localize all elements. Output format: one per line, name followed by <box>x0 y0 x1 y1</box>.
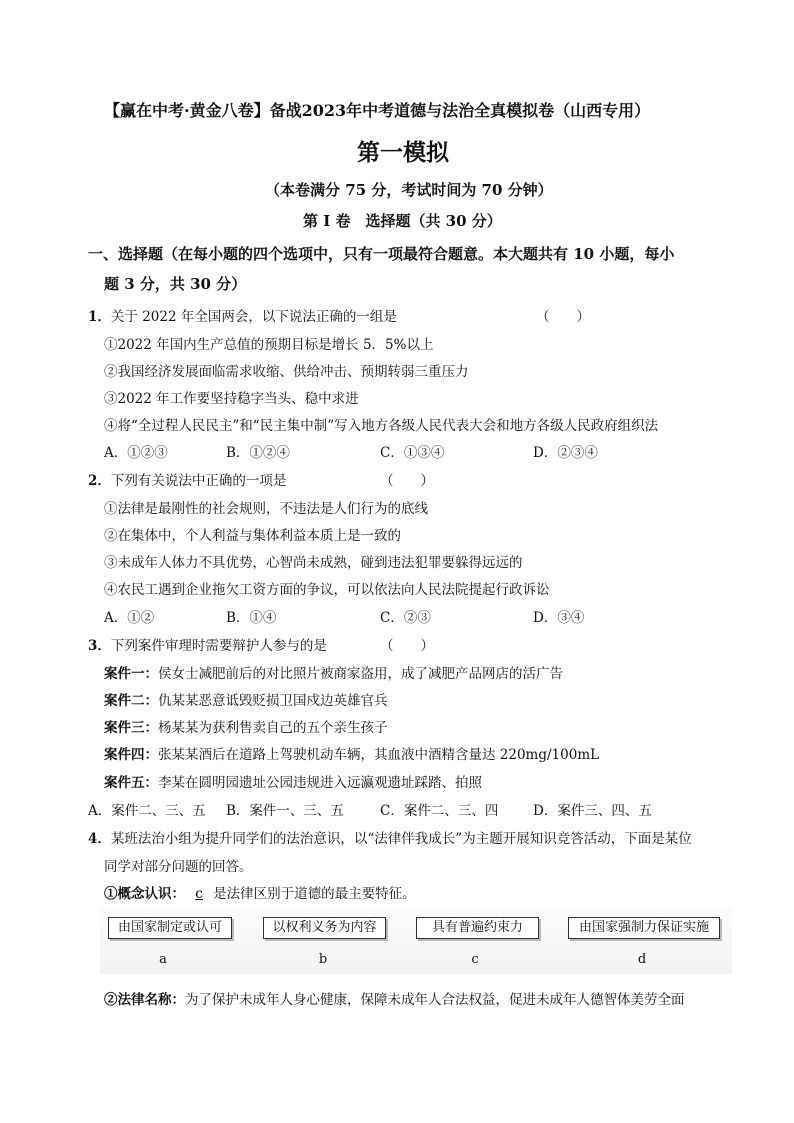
case-item <box>104 689 388 709</box>
statement-item: ③2022 年工作要坚持稳字当头、稳中求进 <box>104 391 359 407</box>
feature-box-a: 由国家制定或认可 <box>108 917 232 939</box>
case-item <box>104 771 482 791</box>
case-label: 案件二： <box>104 693 158 709</box>
box-letter-d: d <box>637 952 647 967</box>
case-label: 案件四： <box>104 747 158 763</box>
question-3 <box>88 634 327 654</box>
option-d: D．案件三、四、五 <box>533 803 652 819</box>
case-text: 仇某某恶意诋毁贬损卫国戍边英雄官兵 <box>158 693 388 709</box>
question-4 <box>88 827 692 847</box>
box-letter-b: b <box>318 952 328 967</box>
option-d: D．②③④ <box>533 445 598 461</box>
statement-item: ②我国经济发展面临需求收缩、供给冲击、预期转弱三重压力 <box>104 364 469 380</box>
option-a: A．①② <box>104 610 155 626</box>
answer-paren: （ ） <box>380 638 434 654</box>
law-line <box>104 988 685 1008</box>
law-label: ②法律名称： <box>104 992 185 1008</box>
feature-box-d: 由国家强制力保证实施 <box>568 917 720 939</box>
question-number: 3． <box>88 638 111 654</box>
part-title: 第 I 卷 选择题（共 30 分） <box>303 212 502 230</box>
statement-item: ②在集体中，个人利益与集体利益本质上是一致的 <box>104 528 401 544</box>
case-text: 侯女士减肥前后的对比照片被商家盗用，成了减肥产品网店的活广告 <box>158 666 563 682</box>
feature-box-c: 具有普遍约束力 <box>416 917 539 939</box>
paper-title: 【赢在中考·黄金八卷】备战2023年中考道德与法治全真模拟卷（山西专用） <box>104 101 651 120</box>
box-letter-c: c <box>471 952 479 967</box>
case-label: 案件五： <box>104 775 158 791</box>
case-text: 张某某酒后在道路上驾驶机动车辆，其血液中酒精含量达 220mg/100mL <box>158 747 600 763</box>
statement-item: ④农民工遇到企业拖欠工资方面的争议，可以依法向人民法院提起行政诉讼 <box>104 582 550 598</box>
case-item <box>104 662 563 682</box>
section-heading-line2: 题 3 分，共 30 分） <box>104 275 247 293</box>
concept-line <box>104 882 416 902</box>
feature-box-b: 以权利义务为内容 <box>263 917 386 939</box>
section-heading-line1: 一、选择题（在每小题的四个选项中，只有一项最符合题意。本大题共有 10 小题，每小 <box>88 245 675 263</box>
statement-item: ④将“全过程人民民主”和“民主集中制”写入地方各级人民代表大会和地方各级人民政府组织法 <box>104 418 659 434</box>
option-c: C．①③④ <box>380 445 445 461</box>
statement-item: ①2022 年国内生产总值的预期目标是增长 5．5%以上 <box>104 337 434 353</box>
question-stem: 下列有关说法中正确的一项是 <box>110 473 287 489</box>
case-text: 李某在圆明园遗址公园违规进入远瀛观遗址踩踏、拍照 <box>158 775 482 791</box>
option-a: A．①②③ <box>104 445 168 461</box>
case-text: 杨某某为获利售卖自己的五个亲生孩子 <box>158 720 388 736</box>
question-number: 2． <box>88 473 111 489</box>
concept-label: ①概念认识： <box>104 886 185 902</box>
option-b: B．①②④ <box>226 445 290 461</box>
main-title: 第一模拟 <box>357 139 449 166</box>
answer-paren: （ ） <box>536 309 590 325</box>
case-item <box>104 743 599 763</box>
case-label: 案件三： <box>104 720 158 736</box>
exam-note: （本卷满分 75 分，考试时间为 70 分钟） <box>265 181 553 199</box>
question-stem: 关于 2022 年全国两会，以下说法正确的一组是 <box>110 309 397 325</box>
box-letter-a: a <box>159 952 167 967</box>
question-stem: 某班法治小组为提升同学们的法治意识，以“法律伴我成长”为主题开展知识竞答活动，下面是某位 <box>110 831 692 847</box>
law-text: 为了保护未成年人身心健康，保障未成年人合法权益，促进未成年人德智体美劳全面 <box>185 992 685 1008</box>
answer-blank: c <box>195 886 203 902</box>
option-d: D．③④ <box>533 610 585 626</box>
question-stem: 下列案件审理时需要辩护人参与的是 <box>110 638 327 654</box>
option-c: C．②③ <box>380 610 431 626</box>
option-a: A．案件二、三、五 <box>88 803 206 819</box>
option-b: B．案件一、三、五 <box>226 803 344 819</box>
statement-item: ①法律是最刚性的社会规则，不违法是人们行为的底线 <box>104 501 428 517</box>
answer-paren: （ ） <box>380 473 434 489</box>
concept-text: 是法律区别于道德的最主要特征。 <box>213 886 416 902</box>
case-item <box>104 716 388 736</box>
case-label: 案件一： <box>104 666 158 682</box>
question-2 <box>88 469 286 489</box>
option-b: B．①④ <box>226 610 277 626</box>
option-c: C．案件二、三、四 <box>380 803 499 819</box>
question-number: 4． <box>88 831 111 847</box>
question-stem-cont: 同学对部分问题的回答。 <box>104 859 253 875</box>
question-number: 1． <box>88 309 111 325</box>
statement-item: ③未成年人体力不具优势，心智尚未成熟，碰到违法犯罪要躲得远远的 <box>104 555 523 571</box>
question-1 <box>88 305 397 325</box>
